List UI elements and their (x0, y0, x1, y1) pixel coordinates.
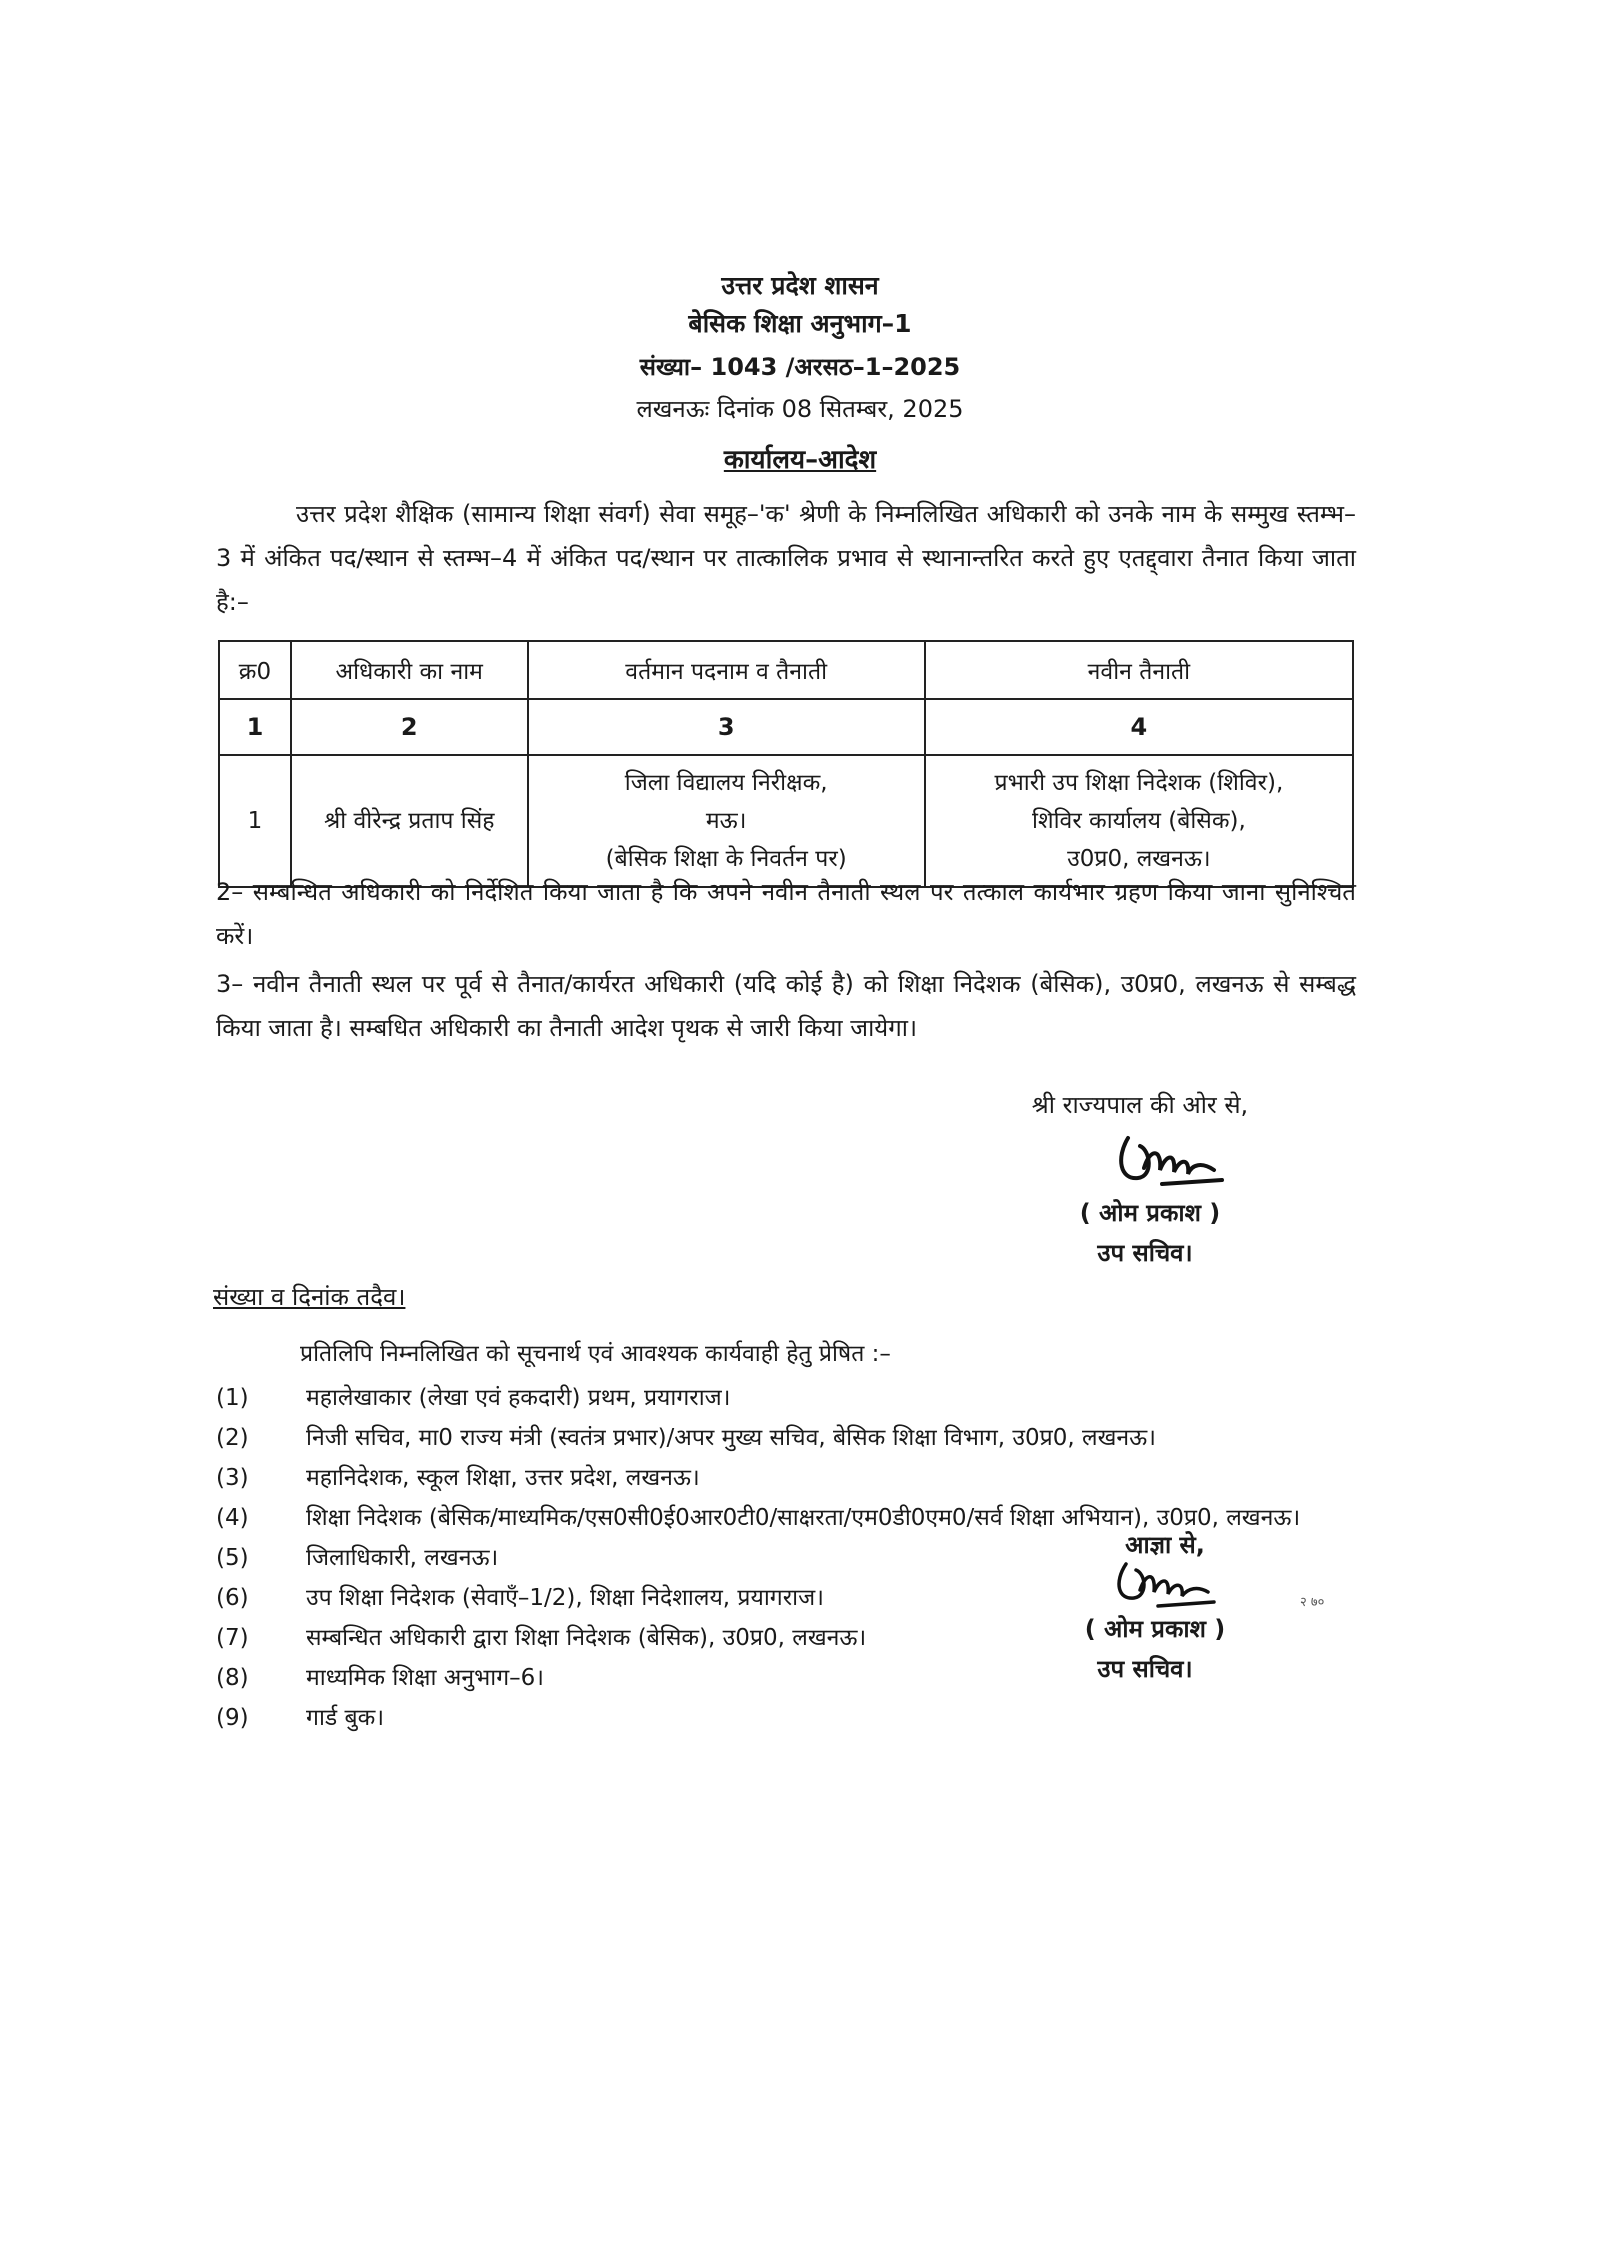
header-sno: क्र0 (219, 641, 291, 699)
signatory-designation: उप सचिव। (1097, 1239, 1193, 1267)
reference-line: संख्या व दिनांक तदैव। (213, 1283, 406, 1311)
order-number: संख्या– 1043 /अरसठ–1–2025 (639, 353, 961, 381)
list-item-text: शिक्षा निदेशक (बेसिक/माध्यमिक/एस0सी0ई0आर0टी0/साक्षरता/एम0डी0एम0/सर्व शिक्षा अभियान), उ0प्र0, लखनऊ। (306, 1505, 1301, 1531)
list-item (216, 1698, 1356, 1738)
new-post-line: उ0प्र0, लखनऊ। (1067, 846, 1211, 872)
on-behalf-of-governor: श्री राज्यपाल की ओर से, (1031, 1091, 1249, 1119)
cell-current-post (528, 755, 925, 887)
col-number: 2 (291, 699, 528, 755)
list-item-number: (7) (216, 1625, 249, 1651)
signatory-name: ( ओम प्रकाश ) (1084, 1615, 1226, 1643)
list-item-number: (9) (216, 1705, 249, 1731)
new-post-line: प्रभारी उप शिक्षा निदेशक (शिविर), (994, 770, 1284, 796)
signatory-name: ( ओम प्रकाश ) (1079, 1199, 1221, 1227)
header-name: अधिकारी का नाम (291, 641, 528, 699)
col-number: 3 (528, 699, 925, 755)
by-order: आज्ञा से, (1125, 1531, 1205, 1559)
list-item-text: गार्ड बुक। (306, 1705, 385, 1731)
list-item (216, 1378, 1356, 1418)
header-current-post: वर्तमान पदनाम व तैनाती (528, 641, 925, 699)
list-item-text: महालेखाकार (लेखा एवं हकदारी) प्रथम, प्रयागराज। (306, 1385, 731, 1411)
list-item-text: माध्यमिक शिक्षा अनुभाग–6। (306, 1665, 545, 1691)
list-item-text: सम्बन्धित अधिकारी द्वारा शिक्षा निदेशक (बेसिक), उ0प्र0, लखनऊ। (306, 1625, 867, 1651)
list-item-number: (5) (216, 1545, 249, 1571)
handwritten-signature-icon (1110, 1552, 1230, 1614)
new-post-line: शिविर कार्यालय (बेसिक), (1032, 808, 1246, 834)
header-new-post: नवीन तैनाती (925, 641, 1353, 699)
list-item-text: उप शिक्षा निदेशक (सेवाएँ–1/2), शिक्षा निदेशालय, प्रयागराज। (306, 1585, 824, 1611)
current-post-line: (बेसिक शिक्षा के निवर्तन पर) (605, 846, 847, 872)
current-post-line: मऊ। (705, 808, 747, 834)
cell-sno: 1 (219, 755, 291, 887)
handwritten-signature-icon (1110, 1118, 1240, 1198)
order-date: लखनऊः दिनांक 08 सितम्बर, 2025 (636, 395, 964, 423)
document-title: कार्यालय–आदेश (723, 445, 877, 475)
list-item-text: महानिदेशक, स्कूल शिक्षा, उत्तर प्रदेश, लखनऊ। (306, 1465, 700, 1491)
govt-name: उत्तर प्रदेश शासन (721, 271, 879, 300)
col-number: 4 (925, 699, 1353, 755)
list-item-number: (6) (216, 1585, 249, 1611)
list-item-text: निजी सचिव, मा0 राज्य मंत्री (स्वतंत्र प्रभार)/अपर मुख्य सचिव, बेसिक शिक्षा विभाग, उ0प्र0, लखनऊ। (306, 1425, 1156, 1451)
paragraph-1: उत्तर प्रदेश शैक्षिक (सामान्य शिक्षा संवर्ग) सेवा समूह–'क' श्रेणी के निम्नलिखित अधिकारी को उनके नाम के सम्मुख स्तम्भ–3 में अंकित पद/स्थान से स्तम्भ–4 में अंकित पद/स्थान पर तात्कालिक प्रभाव से स्थानान्तरित करते हुए एतद्द्वारा तैनात किया जाता है:– (216, 500, 1356, 616)
cell-new-post (925, 755, 1353, 887)
paragraph-3: 3– नवीन तैनाती स्थल पर पूर्व से तैनात/कार्यरत अधिकारी (यदि कोई है) को शिक्षा निदेशक (बेसिक), उ0प्र0, लखनऊ से सम्बद्ध किया जाता है। सम्बधित अधिकारी का तैनाती आदेश पृथक से जारी किया जायेगा। (216, 970, 1356, 1042)
list-item-number: (8) (216, 1665, 249, 1691)
list-item (216, 1458, 1356, 1498)
table-row (219, 755, 1353, 887)
list-item-number: (2) (216, 1425, 249, 1451)
list-item-number: (3) (216, 1465, 249, 1491)
cell-officer-name (291, 755, 528, 887)
page-mark: २ ७० (1300, 1595, 1325, 1610)
list-item-number: (1) (216, 1385, 249, 1411)
col-number: 1 (219, 699, 291, 755)
section-name: बेसिक शिक्षा अनुभाग–1 (688, 309, 912, 338)
paragraph-2: 2– सम्बन्धित अधिकारी को निर्देशित किया जाता है कि अपने नवीन तैनाती स्थल पर तत्काल कार्यभार ग्रहण किया जाना सुनिश्चित करें। (216, 878, 1356, 950)
current-post-line: जिला विद्यालय निरीक्षक, (624, 770, 828, 796)
list-item-text: जिलाधिकारी, लखनऊ। (306, 1545, 499, 1571)
copy-to-intro: प्रतिलिपि निम्नलिखित को सूचनार्थ एवं आवश्यक कार्यवाही हेतु प्रेषित :– (300, 1341, 891, 1367)
list-item-number: (4) (216, 1505, 249, 1531)
officer-name-text: श्री वीरेन्द्र प्रताप सिंह (323, 808, 495, 834)
transfer-table (218, 640, 1354, 888)
signatory-designation: उप सचिव। (1097, 1655, 1193, 1683)
list-item (216, 1418, 1356, 1458)
